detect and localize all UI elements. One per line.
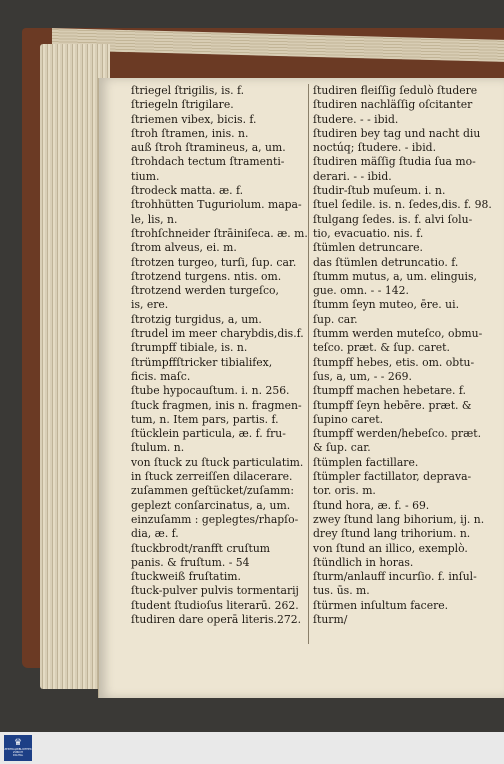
dictionary-entry-line: ſtümplen factillare. — [313, 455, 419, 469]
dictionary-entry-line: ſtürmen inſultum facere. — [313, 598, 449, 612]
left-column — [131, 84, 341, 627]
dictionary-entry-line: ſtriegel ſtrigilis, is. f. — [131, 84, 245, 97]
dictionary-entry-line: ſus, a, um, - - 269. — [313, 369, 412, 383]
dictionary-entry-line: ſtumpff werden/hebeſco. præt. — [313, 427, 482, 441]
dictionary-entry-line: ſtriegeln ſtrigilare. — [131, 98, 234, 112]
dictionary-entry-line: ſtumpff machen hebetare. f. — [313, 384, 466, 398]
library-logo — [4, 735, 32, 761]
viewer-bottom-bar — [0, 732, 504, 764]
dictionary-entry-line: ſtümpler factillator, deprava- — [313, 470, 472, 484]
dictionary-entry-line: tum, n. Item pars, partis. f. — [131, 412, 279, 426]
dictionary-entry-line: ſtudiren fleiſſig ſedulò ſtudere — [313, 84, 478, 97]
dictionary-entry-line: zwey ſtund lang bihorium, ij. n. — [313, 512, 485, 526]
dictionary-entry-line: drey ſtund lang trihorium. n. — [313, 527, 471, 541]
dictionary-entry-line: ſtrohdach tectum ſtramenti- — [131, 155, 285, 169]
dictionary-entry-line: in ſtuck zerreiſſen dilacerare. — [131, 470, 293, 484]
dictionary-entry-line: ſtumpff ſeyn hebēre. præt. & — [313, 398, 472, 412]
dictionary-entry-line: zuſammen geſtücket/zuſamm: — [131, 484, 295, 498]
dictionary-entry-line: ſtudiren mäſſig ſtudia ſua mo- — [313, 155, 476, 169]
dictionary-entry-line: ſtrodeck matta. æ. f. — [131, 184, 244, 198]
dictionary-entry-line: tio, evacuatio. nis. f. — [313, 226, 424, 240]
dictionary-entry-line: panis. & fruſtum. - 54 — [131, 555, 250, 569]
dictionary-entry-line: von ſtund an illico, exemplò. — [313, 541, 468, 555]
dictionary-entry-line: ſtudere. - - ibid. — [313, 112, 399, 126]
dictionary-entry-line: ſtuck fragmen, inis n. fragmen- — [131, 398, 302, 412]
dictionary-entry-line: ſtrümpffſtricker tibialifex, — [131, 355, 273, 369]
dictionary-entry-line: ficis. maſc. — [131, 369, 191, 383]
dictionary-entry-line: ſtriemen vibex, bicis. f. — [131, 112, 257, 126]
dictionary-entry-line: von ſtuck zu ſtuck particulatim. — [131, 455, 304, 469]
dictionary-entry-line: ſtube hypocauſtum. i. n. 256. — [131, 384, 290, 398]
dictionary-entry-line: ſtrohhütten Tuguriolum. mapa- — [131, 198, 302, 212]
dictionary-entry-line: ſtulgang ſedes. is. f. alvi ſolu- — [313, 212, 473, 226]
dictionary-entry-line: das ſtümlen detruncatio. f. — [313, 255, 459, 269]
dictionary-entry-line: ſtrudel im meer charybdis,dis.f. — [131, 327, 304, 341]
dictionary-entry-line: noctúq; ſtudere. - ibid. — [313, 141, 437, 155]
dictionary-entry-line: ſtund hora, æ. f. - 69. — [313, 498, 430, 512]
dictionary-entry-line: ſtrohſchneider ſtrāiniſeca. æ. m. — [131, 226, 308, 240]
library-logo-text: ZENTRALBIBLIOTHEK ZÜRICH DIGITAL — [4, 748, 32, 757]
book-page — [98, 78, 504, 698]
dictionary-entry-line: ſturm/ — [313, 612, 348, 626]
dictionary-entry-line: ſup. car. — [313, 312, 358, 326]
dictionary-entry-line: ſupino caret. — [313, 412, 384, 426]
dictionary-entry-line: gue. omn. - - 142. — [313, 284, 409, 298]
dictionary-entry-line: auß ſtroh ſtramineus, a, um. — [131, 141, 286, 155]
dictionary-entry-line: tus. ūs. m. — [313, 584, 370, 598]
dictionary-entry-line: ſtuck-pulver pulvis tormentarij — [131, 584, 299, 598]
dictionary-entry-line: ſtroh ſtramen, inis. n. — [131, 126, 249, 140]
right-column — [313, 84, 504, 627]
dictionary-entry-line: derari. - - ibid. — [313, 169, 392, 183]
dictionary-entry-line: dia, æ. f. — [131, 527, 179, 541]
dictionary-entry-line: tium. — [131, 169, 160, 183]
dictionary-entry-line: ſtumm ſeyn muteo, ēre. ui. — [313, 298, 459, 312]
dictionary-entry-line: ſtumm mutus, a, um. elinguis, — [313, 269, 477, 283]
dictionary-entry-line: ſtrom alveus, ei. m. — [131, 241, 237, 255]
dictionary-entry-line: ſtuel ſedile. is. n. ſedes,dis. f. 98. — [313, 198, 492, 212]
dictionary-entry-line: ſtrotzend werden turgeſco, — [131, 284, 279, 298]
dictionary-entry-line: teſco. præt. & ſup. caret. — [313, 341, 450, 355]
dictionary-entry-line: ſtrumpff tibiale, is. n. — [131, 341, 248, 355]
dictionary-entry-line: ſtrotzig turgidus, a, um. — [131, 312, 262, 326]
dictionary-entry-line: & ſup. car. — [313, 441, 371, 455]
dictionary-entry-line: ſtrotzend turgens. ntis. om. — [131, 269, 282, 283]
dictionary-entry-line: ſtudir-ſtub muſeum. i. n. — [313, 184, 446, 198]
dictionary-entry-line: ſtumpff hebes, etis. om. obtu- — [313, 355, 475, 369]
dictionary-entry-line: ſtudiren nachläſſig oſcitanter — [313, 98, 473, 112]
dictionary-entry-line: ſtulum. n. — [131, 441, 185, 455]
dictionary-entry-line: ſtuckweiß fruſtatim. — [131, 570, 241, 584]
dictionary-entry-line: ſtudiren dare operā literis.272. — [131, 612, 302, 626]
dictionary-entry-line: einzuſamm : geplegtes/rhapſo- — [131, 512, 299, 526]
dictionary-entry-line: ſtudent ſtudioſus literarū. 262. — [131, 598, 299, 612]
dictionary-entry-line: le, lis, n. — [131, 212, 178, 226]
dictionary-entry-line: ſtrotzen turgeo, turſi, ſup. car. — [131, 255, 297, 269]
dictionary-entry-line: ſturm/anlauff incurſio. f. inſul- — [313, 570, 477, 584]
crown-icon: ♛ — [13, 738, 23, 748]
dictionary-entry-line: tor. oris. m. — [313, 484, 376, 498]
dictionary-entry-line: geplezt conſarcinatus, a, um. — [131, 498, 291, 512]
dictionary-entry-line: ſtudiren bey tag und nacht diu — [313, 126, 481, 140]
dictionary-entry-line: ſtümlen detruncare. — [313, 241, 423, 255]
dictionary-entry-line: ſtumm werden muteſco, obmu- — [313, 327, 483, 341]
dictionary-entry-line: ſtündlich in horas. — [313, 555, 414, 569]
dictionary-entry-line: ſtücklein particula, æ. f. fru- — [131, 427, 286, 441]
dictionary-entry-line: is, ere. — [131, 298, 169, 312]
dictionary-entry-line: ſtuckbrodt/ranfft cruſtum — [131, 541, 271, 555]
